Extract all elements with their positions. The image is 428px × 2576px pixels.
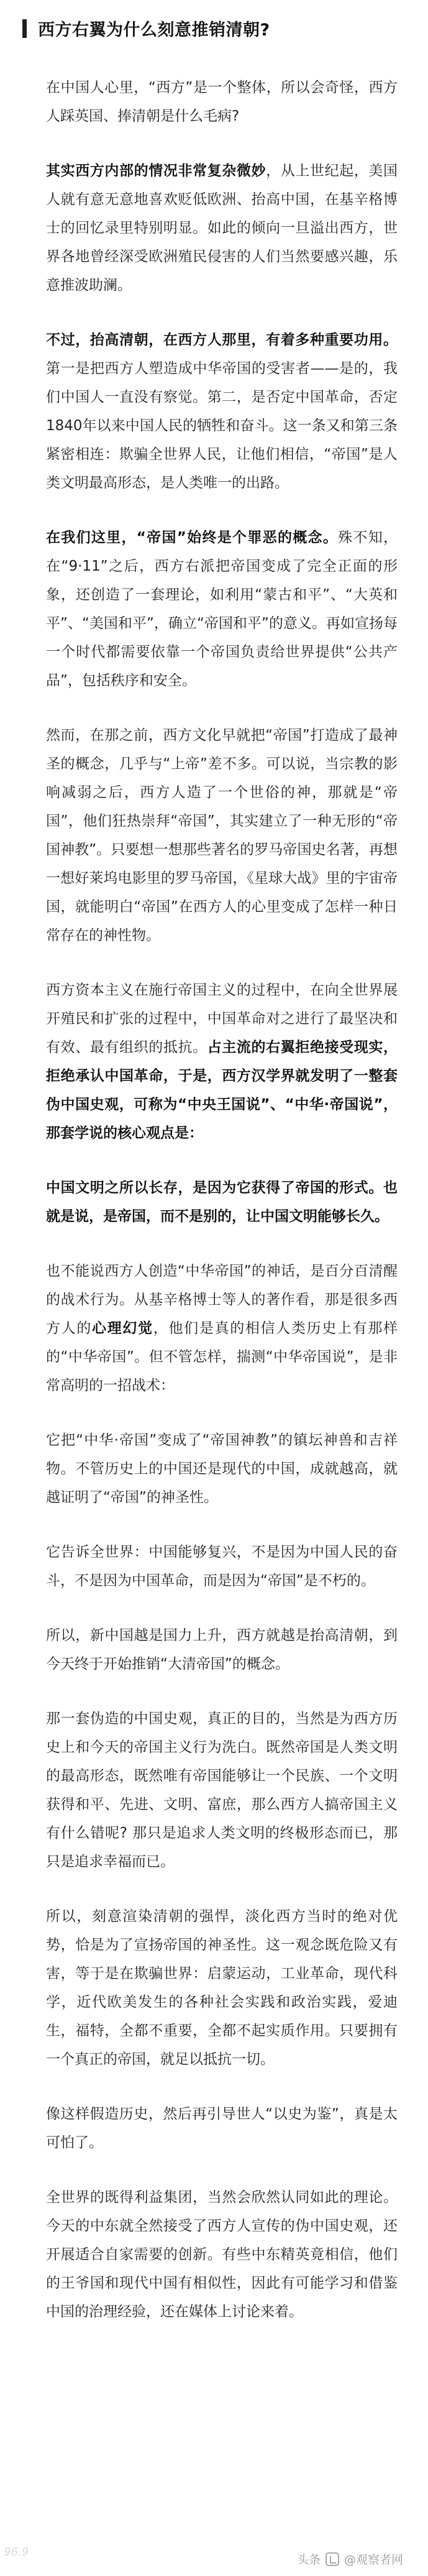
article-paragraph	[46, 1174, 398, 1231]
text-segment: 所以，刻意渲染清朝的强悍，淡化西方当时的绝对优势，恰是为了宣扬帝国的神圣性。这一观念既危险又有害，等于是在欺骗世界：启蒙运动，工业革命，现代科学，近代欧美发生的各种社会实践和政治实践，爱迪生，福特，全都不重要，全都不起实质作用。只要拥有一个真正的帝国，就足以抵抗一切。	[46, 1908, 398, 2068]
title-accent-bar	[22, 19, 27, 38]
article-paragraph	[46, 2100, 398, 2157]
article-title-bar	[22, 16, 408, 40]
bold-text-segment: 占主流的右翼拒绝接受现实，拒绝承认中国革命，于是，西方汉学界就发明了一整套伪中国史观，可称为“中央王国说”、“中华·帝国说”，那套学说的核心观点是：	[46, 1039, 398, 1141]
text-segment: 第一是把西方人塑造成中华帝国的受害者——是的，我们中国人一直没有察觉。第二，是否定中国革命，否定1840年以来中国人民的牺牲和奋斗。这一条又和第三条紧密相连：欺骗全世界人民，让他们相信，“帝国”是人类文明最高形态，是人类唯一的出路。	[46, 361, 398, 491]
watermark-author: @观察者网	[344, 2553, 403, 2567]
text-segment: 那一套伪造的中国史观，真正的目的，当然是为西方历史上和今天的帝国主义行为洗白。既然帝国是人类文明的最高形态，既然唯有帝国能够让一个民族、一个文明获得和平、先进、文明、富庶，那么西方人搞帝国主义有什么错呢? 那只是追求人类文明的终极形态而已，那只是追求幸福而已。	[46, 1711, 398, 1870]
text-segment: 它把“中华·帝国”变成了“帝国神教”的镇坛神兽和吉祥物。不管历史上的中国还是现代的中国，成就越高，就越证明了“帝国”的神圣性。	[46, 1432, 398, 1506]
article-paragraph	[46, 1426, 398, 1512]
article-paragraph	[46, 1538, 398, 1595]
article-paragraph	[46, 976, 398, 1148]
article-paragraph	[46, 2183, 398, 2326]
text-segment: 全世界的既得利益集团，当然会欣然认同如此的理论。今天的中东就全然接受了西方人宣传的伪中国史观，还开展适合自家需要的创新。有些中东精英竟相信，他们的王爷国和现代中国有相似性，因此有可能学习和借鉴中国的治理经验，还在媒体上讨论来着。	[46, 2189, 398, 2320]
text-segment: 然而，在那之前，西方文化早就把“帝国”打造成了最神圣的概念，几乎与“上帝”差不多。可以说，当宗教的影响减弱之后，西方人造了一个世俗的神，那就是“帝国”，他们狂热崇拜“帝国”，其实建立了一种无形的“帝国神教”。只要想一想那些著名的罗马帝国史名著，再想一想好莱坞电影里的罗马帝国，《星球大战》里的宇宙帝国，就能明白“帝国”在西方人的心里变成了怎样一种日常存在的神性物。	[46, 727, 398, 944]
text-segment: ，他们是真的相信人类历史上有那样的“中华帝国”。但不管怎样，揣测“中华帝国说”，是非常高明的一招战术：	[46, 1320, 398, 1394]
text-segment: 所以，新中国越是国力上升，西方就越是抬高清朝，到今天终于开始推销“大清帝国”的概念。	[46, 1627, 398, 1672]
article-paragraph	[46, 157, 398, 300]
article-paragraph	[46, 721, 398, 950]
bold-text-segment: 心理幻觉	[92, 1320, 153, 1336]
article-paragraph	[46, 73, 398, 131]
bold-text-segment: 中国文明之所以长存，是因为它获得了帝国的形式。也就是说，是帝国，而不是别的，让中国文明能够长久。	[46, 1180, 398, 1225]
watermark-platform: 头条	[296, 2553, 321, 2567]
article-paragraph	[46, 326, 398, 497]
article-body	[46, 73, 398, 2352]
platform-logo-icon	[326, 2552, 339, 2566]
text-segment: 它告诉全世界：中国能够复兴，不是因为中国人民的奋斗，不是因为中国革命，而是因为“帝国”是不朽的。	[46, 1544, 398, 1589]
article-paragraph	[46, 1257, 398, 1400]
text-segment: 在中国人心里，“西方”是一个整体，所以会奇怪，西方人踩英国、捧清朝是什么毛病?	[46, 80, 398, 124]
article-paragraph	[46, 1621, 398, 1678]
article-title: 西方右翼为什么刻意推销清朝?	[38, 21, 270, 40]
corner-watermark: 96.9	[4, 2546, 29, 2559]
bold-text-segment: 其实西方内部的情况非常复杂微妙	[46, 163, 266, 179]
article-paragraph	[46, 523, 398, 695]
bold-text-segment: 不过，抬高清朝，在西方人那里，有着多种重要功用。	[46, 332, 398, 348]
text-segment: 殊不知，在“9·11”之后，西方右派把帝国变成了完全正面的形象，还创造了一套理论，如利用“蒙古和平”、“大英和平”、“美国和平”，确立“帝国和平”的意义。再如宣扬每一个时代都需要依靠一个帝国负责给世界提供“公共产品”，包括秩序和安全。	[46, 530, 398, 689]
bold-text-segment: 在我们这里，“帝国”始终是个罪恶的概念。	[46, 530, 339, 546]
text-segment: 也不能说西方人创造“中华帝国”的神话，是百分百清醒的战术行为。从基辛格博士等人的著作看，那是很多西方人的	[46, 1263, 398, 1336]
article-paragraph	[46, 1902, 398, 2074]
source-watermark	[297, 2551, 403, 2567]
text-segment: 西方资本主义在施行帝国主义的过程中，在向全世界展开殖民和扩张的过程中，中国革命对之进行了最坚决和有效、最有组织的抵抗。	[46, 982, 398, 1056]
text-segment: ，从上世纪起，美国人就有意无意地喜欢贬低欧洲、抬高中国，在基辛格博士的回忆录里特别明显。如此的倾向一旦溢出西方，世界各地曾经深受欧洲殖民侵害的人们当然要感兴趣，乐意推波助澜。	[46, 163, 398, 293]
article-paragraph	[46, 1704, 398, 1876]
text-segment: 像这样假造历史，然后再引导世人“以史为鉴”，真是太可怕了。	[46, 2106, 398, 2151]
